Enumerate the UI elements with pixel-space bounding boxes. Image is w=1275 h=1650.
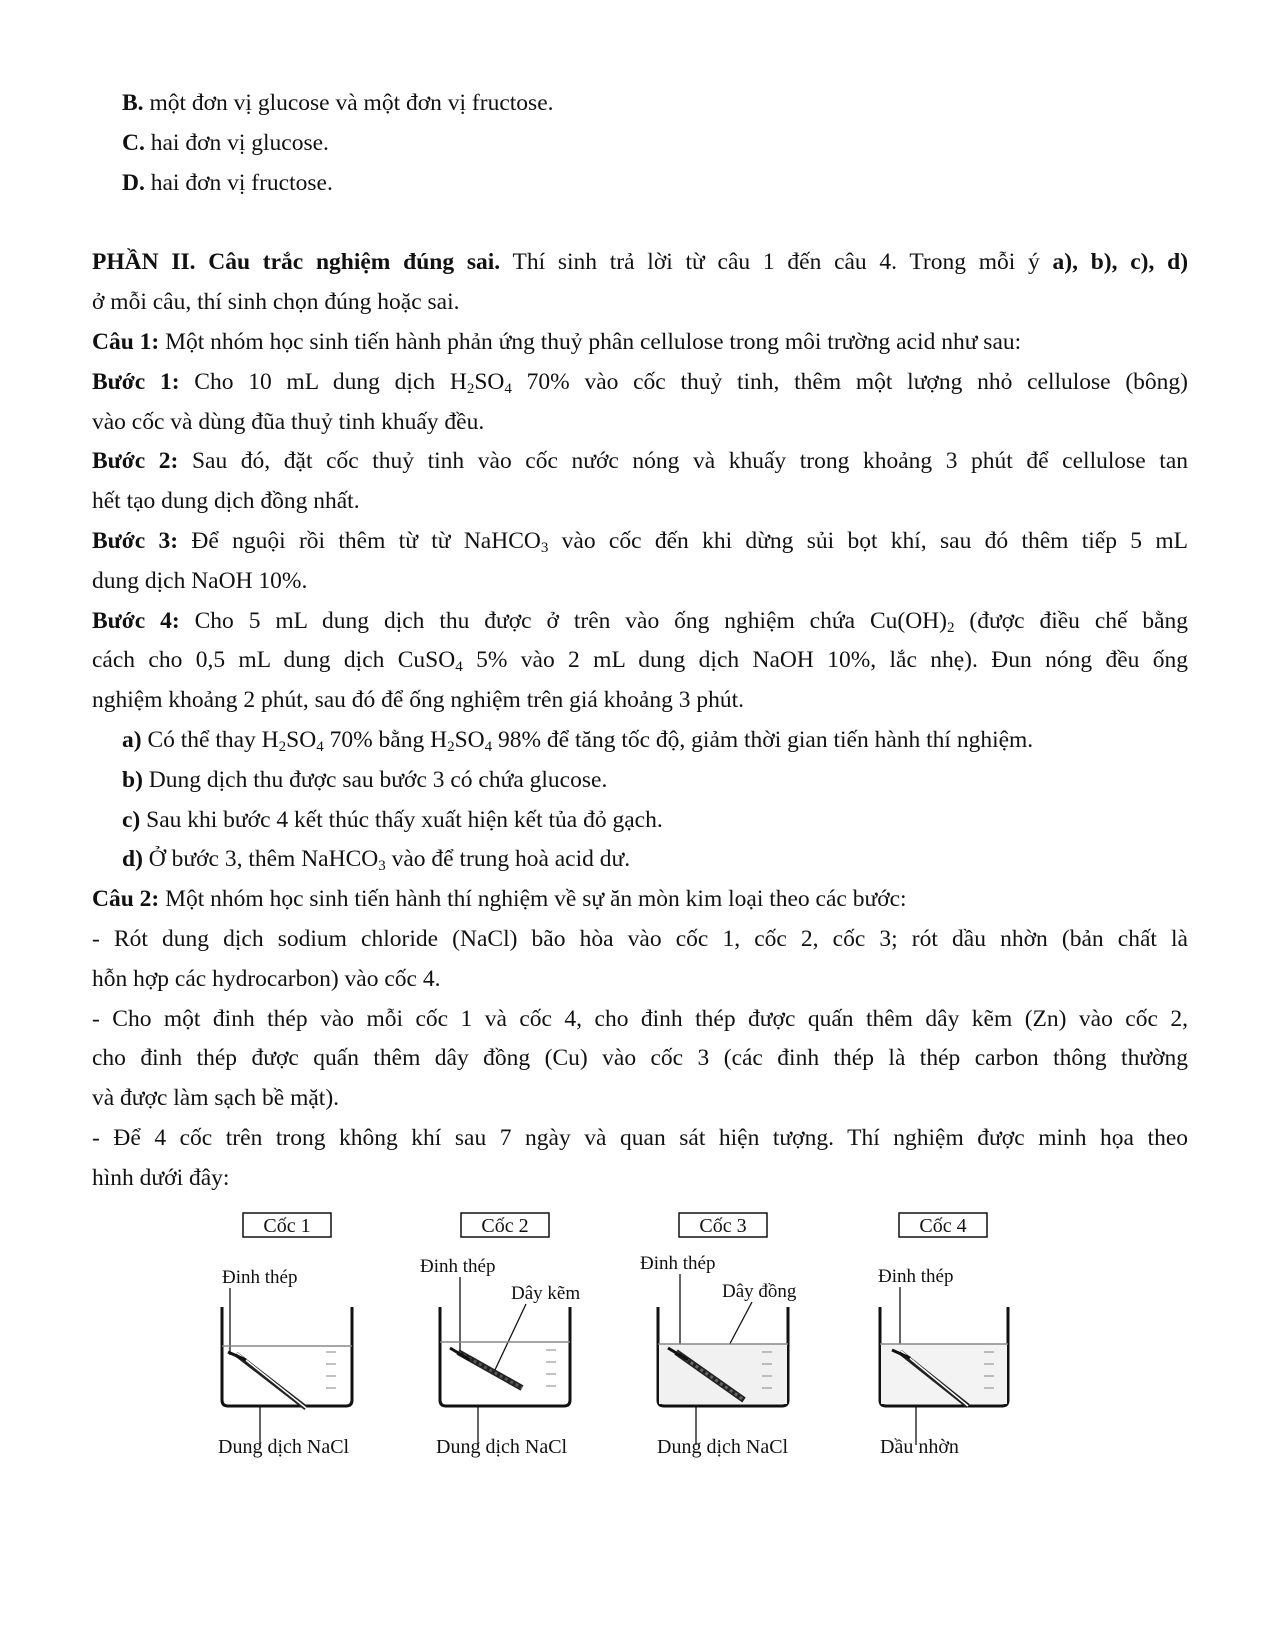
- cup-3-svg: [636, 1210, 836, 1470]
- corrosion-experiment-figure: [0, 1215, 1275, 1535]
- cup-2-title: Cốc 2: [481, 1215, 529, 1237]
- q1-statement-a: a) Có thể thay $H_2SO_4$ 70% bằng $H_2SO_4$ 98% để tăng tốc độ, giảm thời gian tiến hành thí nghiệm.: [122, 726, 1034, 755]
- q2-bullet-2: - Cho một đinh thép vào mỗi cốc 1 và cốc 4, cho đinh thép được quấn thêm dây kẽm (Zn) vào cốc 2,: [92, 1005, 1188, 1032]
- q2-bullet-1: - Rót dung dịch sodium chloride (NaCl) bão hòa vào cốc 1, cốc 2, cốc 3; rót dầu nhờn (bản chất là: [92, 925, 1188, 952]
- part2-heading: PHẦN II. Câu trắc nghiệm đúng sai. Thí sinh trả lời từ câu 1 đến câu 4. Trong mỗi ý a), b), c), d): [92, 249, 1189, 276]
- cup-4-title: Cốc 4: [919, 1215, 967, 1237]
- cup-2-svg: [418, 1210, 618, 1470]
- q1-step4: Bước 4: Cho 5 mL dung dịch thu được ở trên vào ống nghiệm chứa $Cu(OH)_2$ (được điều chế bằng: [92, 607, 1189, 636]
- cup-3-wire-label: Dây đồng: [722, 1281, 797, 1302]
- q1-step3: Bước 3: Để nguội rồi thêm từ từ NaHCO$_3$ vào cốc đến khi dừng sủi bọt khí, sau đó thêm tiếp 5 mL: [92, 527, 1188, 556]
- q2-bullet-3: - Để 4 cốc trên trong không khí sau 7 ngày và quan sát hiện tượng. Thí nghiệm được minh họa theo: [92, 1124, 1188, 1151]
- cup-1-title: Cốc 1: [263, 1215, 311, 1237]
- q1-statement-b: b) Dung dịch thu được sau bước 3 có chứa glucose.: [122, 766, 608, 793]
- q1-step1-cont: vào cốc và dùng đũa thuỷ tinh khuấy đều.: [92, 408, 485, 435]
- q2-bullet-1-cont: hỗn hợp các hydrocarbon) vào cốc 4.: [92, 965, 441, 992]
- q1-step2: Bước 2: Sau đó, đặt cốc thuỷ tinh vào cốc nước nóng và khuấy trong khoảng 3 phút để cellulose tan: [92, 448, 1189, 475]
- q1-step3-cont: dung dịch NaOH 10%.: [92, 567, 308, 594]
- question-1: Câu 1: Một nhóm học sinh tiến hành phản ứng thuỷ phân cellulose trong môi trường acid như sau:: [92, 328, 1022, 355]
- cup-3-nail-label: Đinh thép: [640, 1253, 716, 1274]
- q1-step2-cont: hết tạo dung dịch đồng nhất.: [92, 488, 360, 515]
- q1-statement-c: c) Sau khi bước 4 kết thúc thấy xuất hiện kết tủa đỏ gạch.: [122, 806, 663, 833]
- q1-step4-cont2: nghiệm khoảng 2 phút, sau đó để ống nghiệm trên giá khoảng 3 phút.: [92, 687, 745, 714]
- cup-2-wire-label: Dây kẽm: [511, 1283, 581, 1304]
- q2-bullet-2-cont1: cho đinh thép được quấn thêm dây đồng (Cu) vào cốc 3 (các đinh thép là thép carbon thông thường: [92, 1045, 1188, 1072]
- option-d: D. hai đơn vị fructose.: [122, 169, 333, 196]
- spacer: [92, 203, 1188, 243]
- q1-step4-cont1: cách cho 0,5 mL dung dịch CuSO$_4$ 5% vào 2 mL dung dịch NaOH 10%, lắc nhẹ). Đun nóng đều ống: [92, 647, 1188, 676]
- document-page: [92, 84, 1188, 1199]
- cup-1-svg: [200, 1210, 400, 1470]
- cup-4-liquid-label: Dầu nhờn: [880, 1436, 959, 1458]
- cup-3-liquid-label: Dung dịch NaCl: [657, 1436, 789, 1458]
- cup-1-liquid-label: Dung dịch NaCl: [218, 1436, 350, 1458]
- cup-2-liquid-label: Dung dịch NaCl: [436, 1436, 568, 1458]
- q2-bullet-2-cont2: và được làm sạch bề mặt).: [92, 1085, 340, 1112]
- option-c: C. hai đơn vị glucose.: [122, 129, 329, 156]
- part2-intro-cont: ở mỗi câu, thí sinh chọn đúng hoặc sai.: [92, 289, 460, 316]
- q1-statement-d: d) Ở bước 3, thêm NaHCO$_3$ vào để trung hoà acid dư.: [122, 846, 631, 875]
- cup-1-nail-label: Đinh thép: [222, 1267, 298, 1288]
- question-2: Câu 2: Một nhóm học sinh tiến hành thí nghiệm về sự ăn mòn kim loại theo các bước:: [92, 886, 907, 913]
- cup-4-svg: [856, 1210, 1056, 1470]
- option-b: B. một đơn vị glucose và một đơn vị fructose.: [122, 90, 554, 116]
- q2-bullet-3-cont: hình dưới đây:: [92, 1164, 230, 1191]
- cup-3-title: Cốc 3: [699, 1215, 747, 1237]
- cup-4-nail-label: Đinh thép: [878, 1266, 954, 1287]
- q1-step1: Bước 1: Cho 10 mL dung dịch $H_2SO_4$ 70% vào cốc thuỷ tinh, thêm một lượng nhỏ cellulose (bông): [92, 368, 1189, 397]
- cup-2-nail-label: Đinh thép: [420, 1256, 496, 1277]
